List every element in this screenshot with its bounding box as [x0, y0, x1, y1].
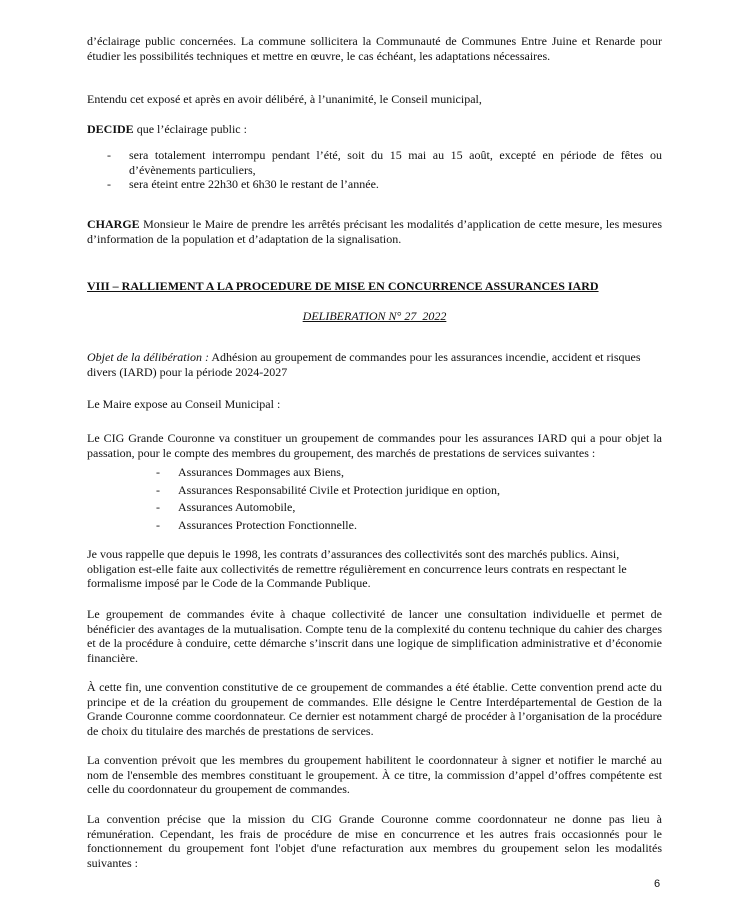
deliberation-number: DELIBERATION N° 27_2022 — [302, 309, 447, 323]
habilitation-paragraph: La convention prévoit que les membres du groupement habilitent le coordonnateur à signer et notifier le marché au nom de l'ensemble des membres constituant le groupement. À ce titre, la commission d’appel d’offres compétente est celle du coordonnateur du groupement de commandes. — [87, 753, 662, 796]
rappel-paragraph: Je vous rappelle que depuis le 1998, les contrats d’assurances des collectivités sont des marchés publics. Ainsi, obligation est-elle faite aux collectivités de remettre régulièrement en concurrence leurs contrats en respectant le formalisme imposé par le Code de la Commande Publique. — [87, 547, 627, 590]
entendu-paragraph: Entendu cet exposé et après en avoir délibéré, à l’unanimité, le Conseil municipal, — [87, 92, 482, 106]
list-item-text: sera totalement interrompu pendant l’été, soit du 15 mai au 15 août, excepté en période de fêtes ou d’évènements particuliers, — [129, 148, 662, 177]
bullet-dash: - — [107, 177, 111, 191]
list-item — [87, 177, 662, 192]
page-number: 6 — [654, 878, 661, 890]
list-item — [154, 483, 554, 501]
mission-paragraph: La convention précise que la mission du CIG Grande Couronne comme coordonnateur ne donne pas lieu à rémunération. Cependant, les frais de procédure de mise en concurrence et les autres frais occasionnés pour le fonctionnement du groupement font l'objet d'une refacturation aux membres du groupement selon les modalités suivantes : — [87, 812, 662, 870]
bullet-dash: - — [156, 482, 160, 497]
decide-list — [87, 148, 662, 192]
decide-text: que l’éclairage public : — [133, 122, 247, 136]
list-item-text: Assurances Dommages aux Biens, — [178, 465, 344, 479]
maire-expose: Le Maire expose au Conseil Municipal : — [87, 397, 281, 411]
bullet-dash: - — [156, 517, 160, 532]
objet-label: Objet de la délibération : — [87, 350, 209, 364]
decide-paragraph — [87, 122, 662, 137]
list-item-text: sera éteint entre 22h30 et 6h30 le restant de l’année. — [129, 177, 379, 191]
charge-paragraph — [87, 217, 662, 246]
intro-paragraph: d’éclairage public concernées. La commune sollicitera la Communauté de Communes Entre Juine et Renarde pour étudier les possibilités techniques et mettre en œuvre, le cas échéant, les adaptations nécessaires. — [87, 34, 662, 63]
objet-text: Adhésion au groupement de commandes pour les assurances incendie, accident et risques divers (IARD) pour la période 2024-2027 — [87, 350, 641, 379]
bullet-dash: - — [156, 500, 160, 514]
groupement-paragraph: Le groupement de commandes évite à chaque collectivité de lancer une consultation individuelle et permet de bénéficier des avantages de la mutualisation. Compte tenu de la complexité du contenu technique du cahier des charges et de la procédure à conduire, cette démarche s’inscrit dans une logique de simplification administrative et d’économie financière. — [87, 607, 662, 665]
list-item — [154, 465, 554, 483]
convention-paragraph: À cette fin, une convention constitutive de ce groupement de commandes a été établie. Cette convention prend acte du principe et de la création du groupement de commandes. Elle désigne le Centre Interdépartemental de Gestion de la Grande Couronne comme coordonnateur. Ce dernier est notamment chargé de procéder à l’organisation de la procédure de choix du titulaire des marchés de prestations de services. — [87, 680, 662, 738]
decide-keyword: DECIDE — [87, 122, 134, 136]
list-item — [154, 500, 554, 518]
list-item-text: Assurances Responsabilité Civile et Protection juridique en option, — [178, 482, 500, 497]
objet-paragraph — [87, 350, 662, 379]
list-item-text: Assurances Protection Fonctionnelle. — [178, 517, 357, 532]
charge-keyword: CHARGE — [87, 217, 140, 231]
bullet-dash: - — [156, 465, 160, 479]
insurance-list — [154, 465, 554, 535]
section-title: VIII – RALLIEMENT A LA PROCEDURE DE MISE EN CONCURRENCE ASSURANCES IARD — [87, 279, 599, 293]
charge-text: Monsieur le Maire de prendre les arrêtés précisant les modalités d’application de cette mesure, les mesures d’information de la population et d’adaptation de la signalisation. — [87, 217, 662, 246]
list-item — [154, 518, 554, 536]
list-item — [87, 148, 662, 177]
list-item-text: Assurances Automobile, — [178, 500, 296, 514]
bullet-dash: - — [107, 148, 111, 162]
cig-paragraph: Le CIG Grande Couronne va constituer un groupement de commandes pour les assurances IARD qui a pour objet la passation, pour le compte des membres du groupement, des marchés de prestations de services suivantes : — [87, 431, 662, 460]
